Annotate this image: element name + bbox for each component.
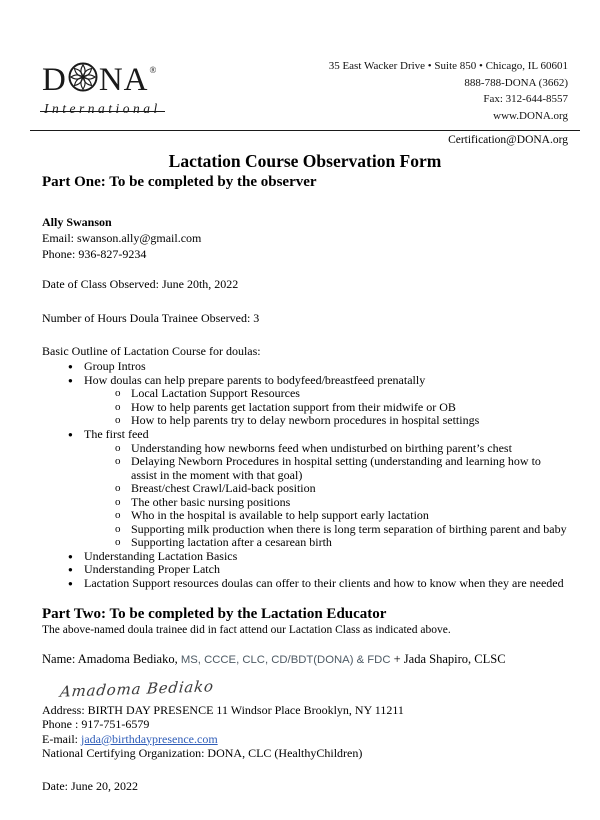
educator-credentials: MS, CCCE, CLC, CD/BDT(DONA) & FDC (180, 653, 391, 666)
bullet-icon: ● (68, 429, 73, 439)
mandala-o-icon (68, 62, 98, 99)
outline-item-label: The first feed (84, 426, 149, 441)
observer-email: Email: swanson.ally@gmail.com (42, 231, 202, 246)
date-observed: Date of Class Observed: June 20th, 2022 (42, 277, 239, 292)
outline-item (68, 550, 568, 564)
educator-address: Address: BIRTH DAY PRESENCE 11 Windsor Place Brooklyn, NY 11211 (42, 702, 404, 717)
outline-subitem (115, 387, 568, 401)
outline-item (68, 360, 568, 374)
outline-subitem (115, 523, 568, 537)
observer-name: Ally Swanson (42, 215, 112, 229)
outline-item (68, 428, 568, 442)
outline-subitem (115, 442, 568, 456)
outline-subitem-label: Who in the hospital is available to help support early lactation (131, 508, 429, 523)
completion-date: Date: June 20, 2022 (42, 778, 138, 793)
observer-info (42, 214, 568, 262)
educator-contact-block (42, 703, 568, 761)
bullet-icon: ● (68, 578, 73, 588)
org-website: www.DONA.org (493, 109, 568, 122)
dona-logo (42, 56, 163, 117)
sub-bullet-icon: o (115, 495, 121, 508)
outline-item (68, 577, 568, 591)
outline-subitem-label: How to help parents try to delay newborn procedures in hospital settings (131, 413, 480, 428)
org-address: 35 East Wacker Drive • Suite 850 • Chicago, IL 60601 (328, 60, 568, 72)
outline-subitem-label: Local Lactation Support Resources (131, 386, 300, 401)
outline-subitem (115, 401, 568, 415)
page-title: Lactation Course Observation Form (168, 151, 442, 171)
outline-item (68, 563, 568, 577)
part-two-heading: Part Two: To be completed by the Lactation Educator (42, 605, 387, 622)
educator-signature: Amadoma Bediako (59, 676, 215, 701)
org-fax: Fax: 312-644-8557 (483, 93, 568, 105)
certifying-org: National Certifying Organization: DONA, CLC (HealthyChildren) (42, 746, 363, 761)
co-educator-name: + Jada Shapiro, CLSC (390, 651, 506, 666)
org-contact-block (329, 56, 568, 124)
outline-subitem-label: How to help parents get lactation support from their midwife or OB (131, 399, 456, 414)
letterhead (42, 56, 568, 124)
header-divider (30, 130, 580, 131)
outline-item (68, 374, 568, 388)
outline-item-label: Group Intros (84, 359, 146, 374)
outline-subitem (115, 509, 568, 523)
logo-letter-d: D (42, 62, 67, 98)
educator-phone: Phone : 917-751-6579 (42, 717, 150, 732)
sub-bullet-icon: o (115, 455, 121, 468)
sub-bullet-icon: o (115, 509, 121, 522)
outline-heading: Basic Outline of Lactation Course for doulas: (42, 344, 261, 359)
outline-item-label: How doulas can help prepare parents to bodyfeed/breastfeed prenatally (84, 372, 426, 387)
certification-email: Certification@DONA.org (448, 134, 568, 146)
observer-phone: Phone: 936-827-9234 (42, 247, 147, 262)
dona-wordmark (42, 62, 163, 99)
bullet-icon: ● (68, 362, 73, 372)
outline-subitem-label: Breast/chest Crawl/Laid-back position (131, 481, 316, 496)
attendance-statement: The above-named doula trainee did in fact attend our Lactation Class as indicated above. (42, 623, 451, 636)
bullet-icon: ● (68, 551, 73, 561)
outline-item-label: Understanding Lactation Basics (84, 548, 238, 563)
bullet-icon: ● (68, 565, 73, 575)
educator-name: Name: Amadoma Bediako, (42, 651, 181, 666)
sub-bullet-icon: o (115, 387, 121, 400)
outline-subitem (115, 414, 568, 428)
bullet-icon: ● (68, 375, 73, 385)
email-label: E-mail: (42, 731, 81, 746)
sub-bullet-icon: o (115, 400, 121, 413)
outline-item-label: Understanding Proper Latch (84, 562, 220, 577)
outline-subitem-label: Delaying Newborn Procedures in hospital setting (understanding and learning how to assist in the moment with that goal) (131, 454, 541, 482)
logo-letters-na: NA (98, 62, 149, 98)
educator-email-line (42, 732, 568, 747)
outline-item-label: Lactation Support resources doulas can offer to their clients and how to know when they are needed (84, 575, 564, 590)
outline-subitem (115, 455, 568, 482)
sub-bullet-icon: o (115, 482, 121, 495)
outline-subitem (115, 536, 568, 550)
part-one-heading: Part One: To be completed by the observer (42, 174, 317, 190)
outline-subitem-label: Supporting lactation after a cesarean birth (131, 535, 332, 550)
course-outline-list (42, 360, 568, 590)
outline-subitem-label: Supporting milk production when there is long term separation of birthing parent and baby (131, 521, 567, 536)
sub-bullet-icon: o (115, 522, 121, 535)
outline-subitem-label: The other basic nursing positions (131, 494, 291, 509)
sub-bullet-icon: o (115, 414, 121, 427)
logo-tagline: International (44, 101, 161, 116)
educator-email-link[interactable]: jada@birthdaypresence.com (81, 731, 218, 746)
registered-mark: ® (149, 65, 158, 75)
outline-subitem (115, 482, 568, 496)
hours-observed: Number of Hours Doula Trainee Observed: 3 (42, 311, 260, 326)
org-phone: 888-788-DONA (3662) (464, 76, 568, 89)
sub-bullet-icon: o (115, 441, 121, 454)
outline-subitem (115, 496, 568, 510)
sub-bullet-icon: o (115, 536, 121, 549)
educator-name-line (42, 652, 568, 667)
outline-subitem-label: Understanding how newborns feed when undisturbed on birthing parent’s chest (131, 440, 512, 455)
